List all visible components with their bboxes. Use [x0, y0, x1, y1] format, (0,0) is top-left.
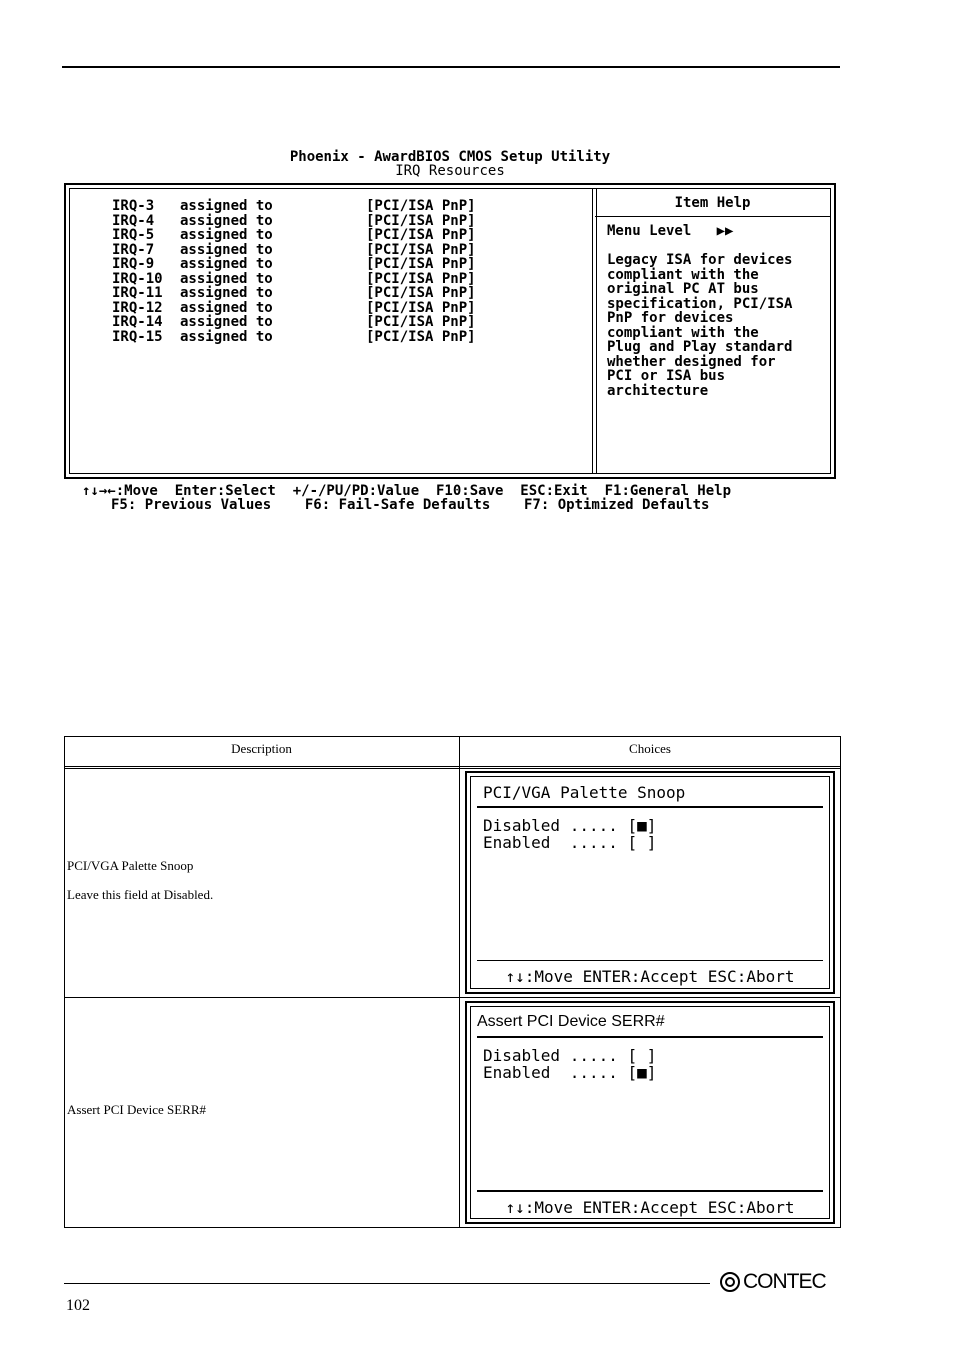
bios-subtitle: IRQ Resources	[395, 163, 505, 179]
irq-value[interactable]: [PCI/ISA PnP]	[366, 285, 476, 301]
irq-row[interactable]	[112, 198, 476, 214]
irq-label: IRQ-11	[112, 285, 163, 301]
irq-label: IRQ-12	[112, 299, 163, 316]
option-disabled[interactable]: Disabled ..... [■]	[483, 816, 657, 835]
table-header-rule	[64, 766, 841, 769]
irq-assign-label: assigned to	[180, 212, 273, 229]
irq-label: IRQ-14	[112, 314, 163, 330]
irq-row[interactable]	[112, 241, 476, 258]
irq-assign-label: assigned to	[180, 314, 273, 330]
bios-title: Phoenix - AwardBIOS CMOS Setup Utility	[289, 149, 611, 165]
popup-title: Assert PCI Device SERR#	[477, 1013, 665, 1030]
serr-popup	[465, 1001, 835, 1224]
row1-name: PCI/VGA Palette Snoop	[67, 858, 194, 873]
palette-snoop-popup	[465, 771, 835, 994]
bios-footer-keys: ↑↓→←:Move Enter:Select +/-/PU/PD:Value F10:Save ESC:Exit F1:General Help	[82, 483, 732, 499]
bios-screen-inner	[69, 188, 831, 474]
item-help-title: Item Help	[674, 195, 751, 211]
row1-note: Leave this field at Disabled.	[67, 887, 214, 902]
help-line: Legacy ISA for devices	[607, 252, 793, 268]
irq-value[interactable]: [PCI/ISA PnP]	[366, 227, 476, 243]
help-title-rule	[595, 216, 830, 217]
option-enabled[interactable]: Enabled ..... [■]	[483, 1063, 657, 1082]
irq-assign-label: assigned to	[180, 227, 273, 243]
irq-value[interactable]: [PCI/ISA PnP]	[366, 212, 476, 229]
option-disabled[interactable]: Disabled ..... [ ]	[483, 1046, 657, 1065]
irq-value[interactable]: [PCI/ISA PnP]	[366, 328, 476, 345]
popup-footer-rule	[477, 960, 823, 961]
irq-row[interactable]	[112, 314, 476, 330]
popup-title: PCI/VGA Palette Snoop	[483, 783, 686, 802]
irq-row[interactable]	[112, 227, 476, 243]
irq-label: IRQ-10	[112, 270, 163, 287]
help-line: architecture	[607, 382, 709, 399]
help-line: whether designed for	[607, 353, 776, 370]
contec-logo	[720, 1270, 826, 1294]
help-line: compliant with the	[607, 266, 759, 283]
popup-footer-rule	[477, 1190, 823, 1192]
bios-screen	[64, 183, 836, 479]
popup-footer: ↑↓:Move ENTER:Accept ESC:Abort	[505, 967, 795, 986]
row2-name: Assert PCI Device SERR#	[67, 1102, 207, 1117]
irq-assign-label: assigned to	[180, 285, 273, 301]
table-column-divider	[459, 736, 460, 1228]
irq-assign-label: assigned to	[180, 198, 273, 214]
contec-logo-icon	[720, 1272, 740, 1292]
page-number: 102	[66, 1297, 90, 1314]
help-line: PCI or ISA bus	[607, 368, 726, 384]
popup-title-rule	[477, 1036, 823, 1038]
irq-assign-label: assigned to	[180, 256, 273, 272]
help-line: compliant with the	[607, 324, 759, 341]
bios-footer-defaults: F5: Previous Values F6: Fail-Safe Defaults F7: Optimized Defaults	[111, 497, 710, 513]
irq-row[interactable]	[112, 285, 476, 301]
irq-label: IRQ-7	[112, 241, 155, 258]
irq-label: IRQ-4	[112, 212, 155, 229]
irq-assign-label: assigned to	[180, 299, 273, 316]
irq-value[interactable]: [PCI/ISA PnP]	[366, 241, 476, 258]
bios-divider	[592, 189, 597, 473]
irq-label: IRQ-9	[112, 256, 155, 272]
help-line: original PC AT bus	[607, 281, 759, 297]
irq-row[interactable]	[112, 328, 476, 345]
table-row-rule	[64, 997, 841, 998]
header-rule	[62, 66, 840, 68]
menu-level: Menu Level ▶▶	[607, 223, 734, 239]
irq-label: IRQ-15	[112, 328, 163, 345]
irq-value[interactable]: [PCI/ISA PnP]	[366, 270, 476, 287]
irq-value[interactable]: [PCI/ISA PnP]	[366, 198, 476, 214]
help-line: specification, PCI/ISA	[607, 295, 793, 312]
irq-row[interactable]	[112, 212, 476, 229]
irq-row[interactable]	[112, 299, 476, 316]
irq-assign-label: assigned to	[180, 328, 273, 345]
contec-logo-text: CONTEC	[743, 1270, 826, 1293]
irq-assign-label: assigned to	[180, 270, 273, 287]
header-choices: Choices	[629, 741, 671, 756]
irq-assign-label: assigned to	[180, 241, 273, 258]
irq-value[interactable]: [PCI/ISA PnP]	[366, 256, 476, 272]
option-enabled[interactable]: Enabled ..... [ ]	[483, 833, 657, 852]
footer-rule	[64, 1283, 710, 1284]
irq-row[interactable]	[112, 270, 476, 287]
header-description: Description	[231, 741, 292, 756]
irq-value[interactable]: [PCI/ISA PnP]	[366, 299, 476, 316]
irq-value[interactable]: [PCI/ISA PnP]	[366, 314, 476, 330]
irq-label: IRQ-5	[112, 227, 155, 243]
irq-label: IRQ-3	[112, 198, 155, 214]
help-line: PnP for devices	[607, 310, 734, 326]
popup-footer: ↑↓:Move ENTER:Accept ESC:Abort	[505, 1198, 795, 1217]
irq-row[interactable]	[112, 256, 476, 272]
popup-title-rule	[477, 806, 823, 808]
help-line: Plug and Play standard	[607, 339, 793, 355]
